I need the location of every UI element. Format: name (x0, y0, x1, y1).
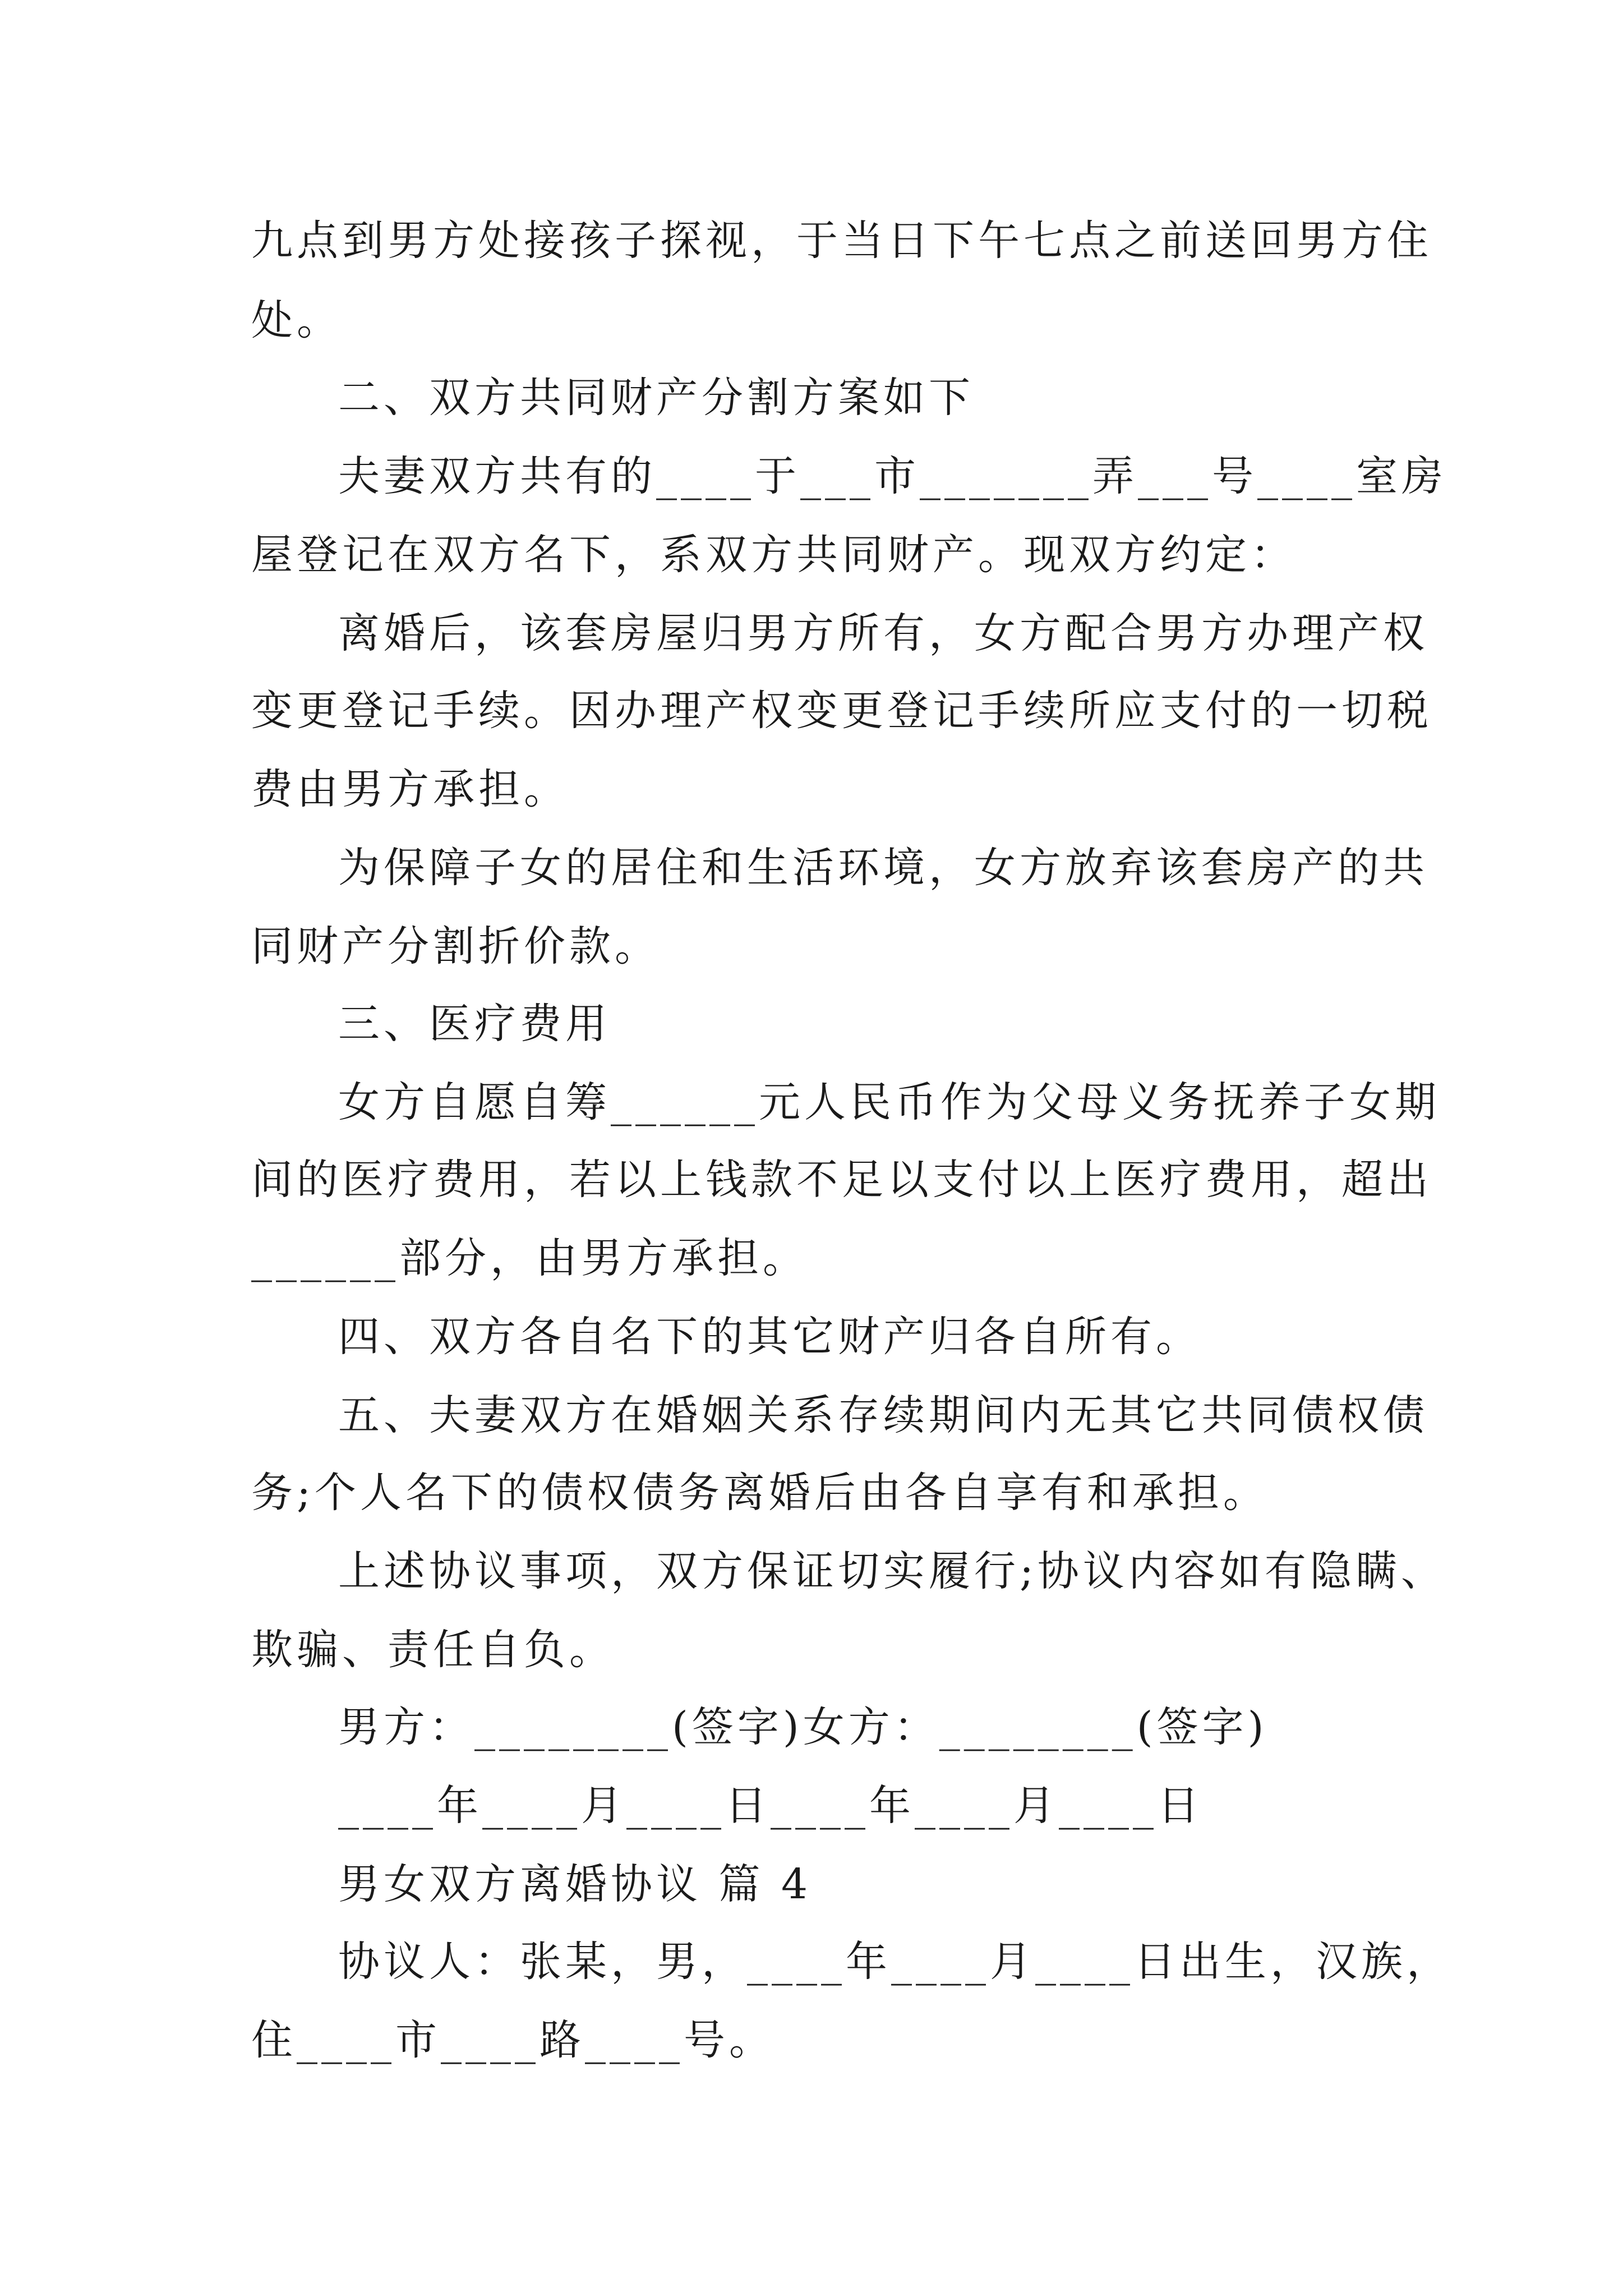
body-text-line: 务;个人名下的债权债务离婚后由各自享有和承担。 (251, 1469, 1269, 1517)
body-text-line: 五、夫妻双方在婚姻关系存续期间内无其它共同债权债 (338, 1391, 1428, 1439)
section-heading: 三、医疗费用 (338, 1000, 611, 1048)
body-text-line: 四、双方各自名下的其它财产归各自所有。 (338, 1313, 1201, 1361)
body-text-line: 上述协议事项，双方保证切实履行;协议内容如有隐瞒、 (338, 1547, 1446, 1595)
body-text-line: 女方自愿自筹______元人民币作为父母义务抚养子女期 (338, 1078, 1440, 1126)
date-line: ____年____月____日____年____月____日 (338, 1782, 1203, 1830)
section-heading: 二、双方共同财产分割方案如下 (338, 374, 974, 422)
body-text-line: 欺骗、责任自负。 (251, 1626, 615, 1674)
body-text-line: ______部分，由男方承担。 (251, 1234, 808, 1282)
signature-line: 男方：________(签字)女方：________(签字) (338, 1703, 1268, 1751)
body-text-line: 处。 (251, 296, 342, 344)
section-title: 男女双方离婚协议 篇 4 (338, 1860, 812, 1908)
body-text-line: 变更登记手续。因办理产权变更登记手续所应支付的一切税 (251, 687, 1432, 735)
body-text-line: 九点到男方处接孩子探视，于当日下午七点之前送回男方住 (251, 217, 1432, 265)
body-text-line: 同财产分割折价款。 (251, 922, 660, 970)
body-text-line: 离婚后，该套房屋归男方所有，女方配合男方办理产权 (338, 609, 1428, 657)
body-text-line: 屋登记在双方名下，系双方共同财产。现双方约定： (251, 531, 1296, 579)
body-text-line: 住____市____路____号。 (251, 2016, 774, 2064)
body-text-line: 间的医疗费用，若以上钱款不足以支付以上医疗费用，超出 (251, 1156, 1432, 1204)
body-text-line: 夫妻双方共有的____于___市_______弄___号____室房 (338, 452, 1447, 500)
body-text-line: 协议人：张某，男，____年____月____日出生，汉族， (338, 1938, 1452, 1986)
body-text-line: 费由男方承担。 (251, 765, 569, 813)
body-text-line: 为保障子女的居住和生活环境，女方放弃该套房产的共 (338, 844, 1428, 892)
